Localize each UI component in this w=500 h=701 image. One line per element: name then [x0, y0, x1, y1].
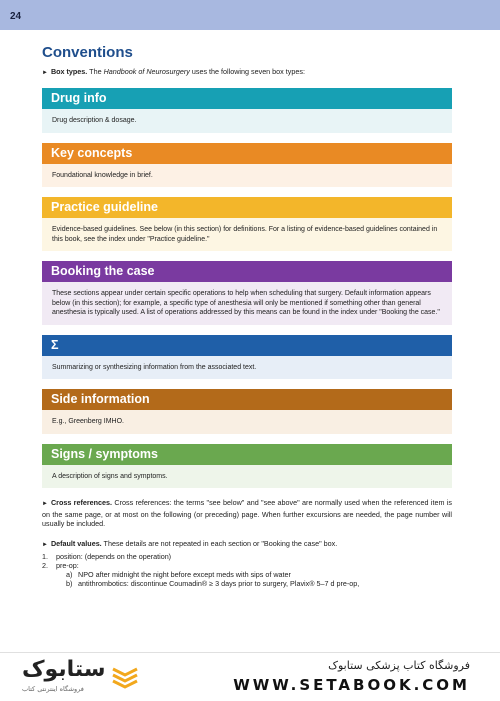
box-heading: Σ [42, 335, 452, 356]
box-type-item [42, 389, 452, 434]
list-text: position: (depends on the operation) [56, 552, 172, 561]
defaults-lead: Default values. [50, 538, 102, 548]
box-type-item [42, 335, 452, 380]
bullet-icon: ► [42, 70, 48, 76]
box-body: Evidence-based guidelines. See below (in this section) for definitions. For a listing of evidence-based guidelines contained in this book, see the index under "Practice guideline." [42, 218, 452, 251]
box-type-item [42, 261, 452, 325]
page-header-bar [0, 0, 500, 30]
shop-url: WWW.SETABOOK.COM [233, 676, 470, 694]
list-number: 2. [42, 561, 48, 570]
box-body: Foundational knowledge in brief. [42, 164, 452, 188]
page-number: 24 [10, 11, 22, 22]
box-heading: Practice guideline [42, 197, 452, 218]
box-heading: Key concepts [42, 143, 452, 164]
shop-name: فروشگاه کتاب پزشکی ستابوک [328, 659, 470, 672]
list-text: NPO after midnight the night before except meds with sips of water [78, 570, 291, 579]
box-heading: Signs / symptoms [42, 444, 452, 465]
bullet-icon: ► [42, 541, 48, 548]
box-type-item [42, 444, 452, 489]
box-heading: Drug info [42, 88, 452, 109]
brand-tagline: فروشگاه اینترنتی کتاب [22, 685, 84, 693]
box-type-item [42, 88, 452, 133]
shop-info [233, 659, 470, 694]
box-heading: Booking the case [42, 261, 452, 282]
box-types-intro [42, 67, 452, 78]
cross-references-paragraph [42, 498, 452, 529]
book-title: Handbook of Neurosurgery [103, 67, 190, 76]
book-stack-icon [110, 661, 140, 691]
defaults-text: These details are not repeated in each section or "Booking the case" box. [101, 538, 338, 548]
box-type-item [42, 143, 452, 188]
list-text: antithrombotics: discontinue Coumadin® ≥ 3 days prior to surgery, Plavix® 5–7 d pre-op, [78, 579, 360, 588]
box-body: E.g., Greenberg IMHO. [42, 410, 452, 434]
brand-name: ستابوک [22, 657, 106, 682]
cross-ref-lead: Cross references. [50, 498, 113, 507]
defaults-list [42, 552, 452, 588]
box-heading: Side information [42, 389, 452, 410]
watermark-footer [0, 652, 500, 701]
list-item [42, 552, 452, 561]
page-content [42, 44, 452, 588]
intro-text-end: uses the following seven box types: [189, 67, 305, 76]
list-number: a) [66, 570, 73, 579]
intro-lead: Box types. [50, 67, 88, 76]
box-type-item [42, 197, 452, 251]
setabook-logo [14, 657, 154, 697]
sub-list-item [42, 579, 452, 588]
section-title: Conventions [42, 44, 133, 61]
sub-list-item [42, 570, 452, 579]
box-body: Summarizing or synthesizing information from the associated text. [42, 356, 452, 380]
cross-ref-text: Cross references: the terms "see below" and "see above" are normally used when the referenced item is on the same page, or at most on the following (or preceding) page. When further excursions are needed, the page number will usually be included. [42, 498, 452, 528]
list-text: pre-op: [56, 561, 79, 570]
default-values-paragraph [42, 539, 452, 551]
bullet-icon: ► [42, 501, 48, 507]
box-body: A description of signs and symptoms. [42, 465, 452, 489]
list-number: 1. [42, 552, 48, 561]
box-body: These sections appear under certain specific operations to help when scheduling that surgery. Default information appears below (in this section); for example, a specific type of anesthesia will only be mentioned if something other than general anesthesia is typically used. A list of operations addressed by this means can be found in the index under "Booking the case." [42, 282, 452, 325]
box-type-list [42, 88, 452, 488]
intro-text: The [87, 67, 104, 76]
box-body: Drug description & dosage. [42, 109, 452, 133]
list-number: b) [66, 579, 73, 588]
list-item [42, 561, 452, 570]
